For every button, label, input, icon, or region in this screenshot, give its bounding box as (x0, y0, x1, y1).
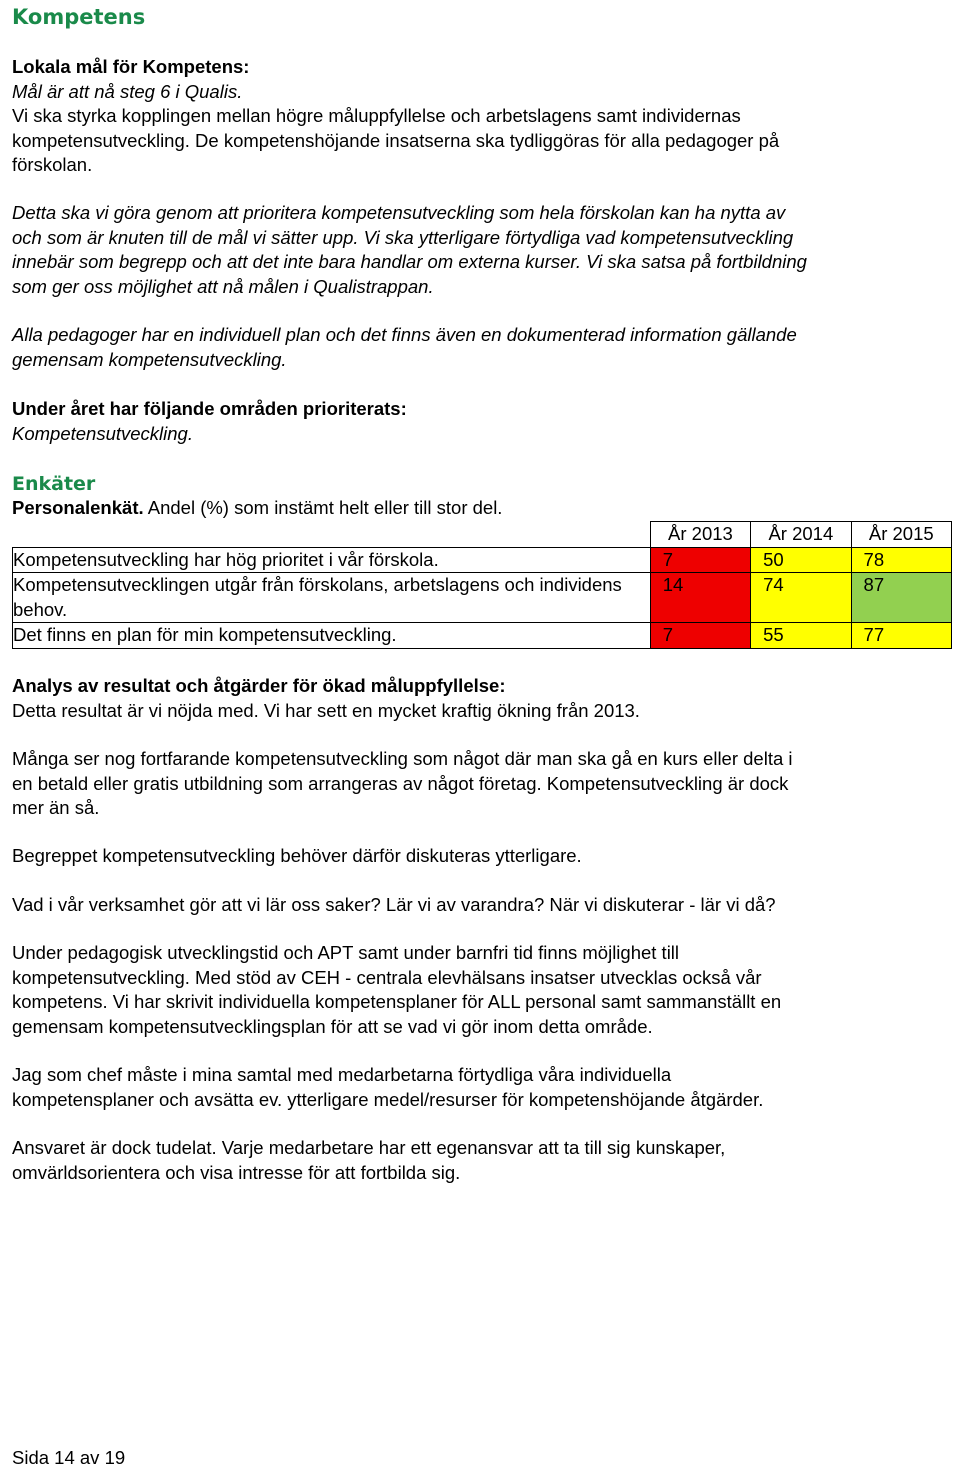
row-label: Kompetensutveckling har hög prioritet i vår förskola. (13, 547, 651, 573)
survey-section (12, 472, 947, 521)
strategy-line-3: innebär som begrepp och att det inte bara handlar om externa kurser. Vi ska satsa på fortbildning (12, 251, 807, 272)
analysis-line: kompetensutveckling. Med stöd av CEH - centrala elevhälsans insatser utvecklas också vår (12, 966, 762, 988)
header-year-2013: År 2013 (650, 522, 750, 548)
strategy-line-2: och som är knuten till de mål vi sätter upp. Vi ska ytterligare förtydliga vad kompetensutveckling (12, 226, 794, 248)
analysis-line: Ansvaret är dock tudelat. Varje medarbetare har ett egenansvar att ta till sig kunskaper, (12, 1137, 726, 1158)
analysis-line: gemensam kompetensutvecklingsplan för att se vad vi gör inom detta område. (12, 1015, 653, 1037)
analysis-section (12, 674, 947, 723)
plan-line-2: gemensam kompetensutveckling. (12, 348, 287, 370)
analysis-line: Under pedagogisk utvecklingstid och APT samt under barnfri tid finns möjlighet till (12, 942, 680, 963)
analysis-paragraph-3 (12, 893, 947, 918)
goal-text-line-3: förskolan. (12, 154, 93, 175)
priorities-section (12, 397, 947, 446)
row-value-2013: 14 (650, 573, 750, 623)
row-label: Kompetensutvecklingen utgår från förskolans, arbetslagens och individens behov. (13, 573, 651, 623)
analysis-paragraph-1 (12, 747, 947, 821)
analysis-paragraph-5 (12, 1063, 947, 1112)
analysis-line: Begreppet kompetensutveckling behöver därför diskuteras ytterligare. (12, 845, 582, 866)
analysis-heading: Analys av resultat och åtgärder för ökad måluppfyllelse: (12, 675, 506, 696)
goal-text-line-2: kompetensutveckling. De kompetenshöjande insatserna ska tydliggöras för alla pedagoger på (12, 129, 780, 151)
analysis-line: Många ser nog fortfarande kompetensutveckling som något där man ska gå en kurs eller delta i (12, 748, 793, 769)
row-value-2014: 55 (751, 623, 851, 649)
analysis-paragraph-4 (12, 941, 947, 1039)
analysis-line: Vad i vår verksamhet gör att vi lär oss saker? Lär vi av varandra? När vi diskuterar - lär vi då? (12, 894, 776, 915)
row-value-2015: 87 (851, 573, 951, 623)
row-value-2013: 7 (650, 623, 750, 649)
row-value-2014: 50 (751, 547, 851, 573)
survey-subtitle-rest: Andel (%) som instämt helt eller till stor del. (143, 497, 503, 518)
row-value-2013: 7 (650, 547, 750, 573)
goal-line: Mål är att nå steg 6 i Qualis. (12, 80, 243, 102)
plan-line-1: Alla pedagoger har en individuell plan och det finns även en dokumenterad information gällande (12, 324, 797, 345)
survey-table (12, 521, 952, 649)
analysis-line: mer än så. (12, 797, 100, 818)
header-blank-cell (13, 522, 651, 548)
analysis-first-line: Detta resultat är vi nöjda med. Vi har sett en mycket kraftig ökning från 2013. (12, 699, 640, 721)
analysis-line: omvärldsorientera och visa intresse för att fortbilda sig. (12, 1161, 461, 1183)
row-value-2015: 77 (851, 623, 951, 649)
page-number: Sida 14 av 19 (12, 1447, 126, 1468)
priorities-heading: Under året har följande områden prioriterats: (12, 398, 407, 419)
analysis-line: kompetens. Vi har skrivit individuella kompetensplaner för ALL personal samt sammanställt en (12, 991, 782, 1012)
page-title: Kompetens (12, 5, 146, 29)
analysis-line: Jag som chef måste i mina samtal med medarbetarna förtydliga våra individuella (12, 1064, 672, 1085)
strategy-line-4: som ger oss möjlighet att nå målen i Qualistrappan. (12, 275, 434, 297)
priorities-value: Kompetensutveckling. (12, 422, 193, 444)
row-label: Det finns en plan för min kompetensutveckling. (13, 623, 651, 649)
analysis-line: kompetensplaner och avsätta ev. ytterligare medel/resurser för kompetenshöjande åtgärder. (12, 1088, 764, 1110)
table-row (13, 573, 952, 623)
table-row (13, 547, 952, 573)
analysis-paragraph-2 (12, 844, 947, 869)
survey-heading: Enkäter (12, 473, 96, 495)
table-row (13, 623, 952, 649)
analysis-paragraph-6 (12, 1136, 947, 1185)
survey-subtitle (12, 496, 947, 521)
analysis-line: en betald eller gratis utbildning som arrangeras av något företag. Kompetensutveckling är dock (12, 772, 789, 794)
header-year-2014: År 2014 (751, 522, 851, 548)
header-year-2015: År 2015 (851, 522, 951, 548)
strategy-line-1: Detta ska vi göra genom att prioritera kompetensutveckling som hela förskolan kan ha nytta av (12, 202, 786, 223)
row-value-2014: 74 (751, 573, 851, 623)
row-value-2015: 78 (851, 547, 951, 573)
goal-text-line-1: Vi ska styrka kopplingen mellan högre måluppfyllelse och arbetslagens samt individernas (12, 105, 741, 126)
strategy-paragraph (12, 201, 947, 299)
local-goals-heading: Lokala mål för Kompetens: (12, 56, 250, 77)
survey-header-row (13, 522, 952, 548)
local-goals-section (12, 55, 947, 178)
plan-paragraph (12, 323, 947, 372)
survey-subtitle-bold: Personalenkät. (12, 497, 144, 518)
